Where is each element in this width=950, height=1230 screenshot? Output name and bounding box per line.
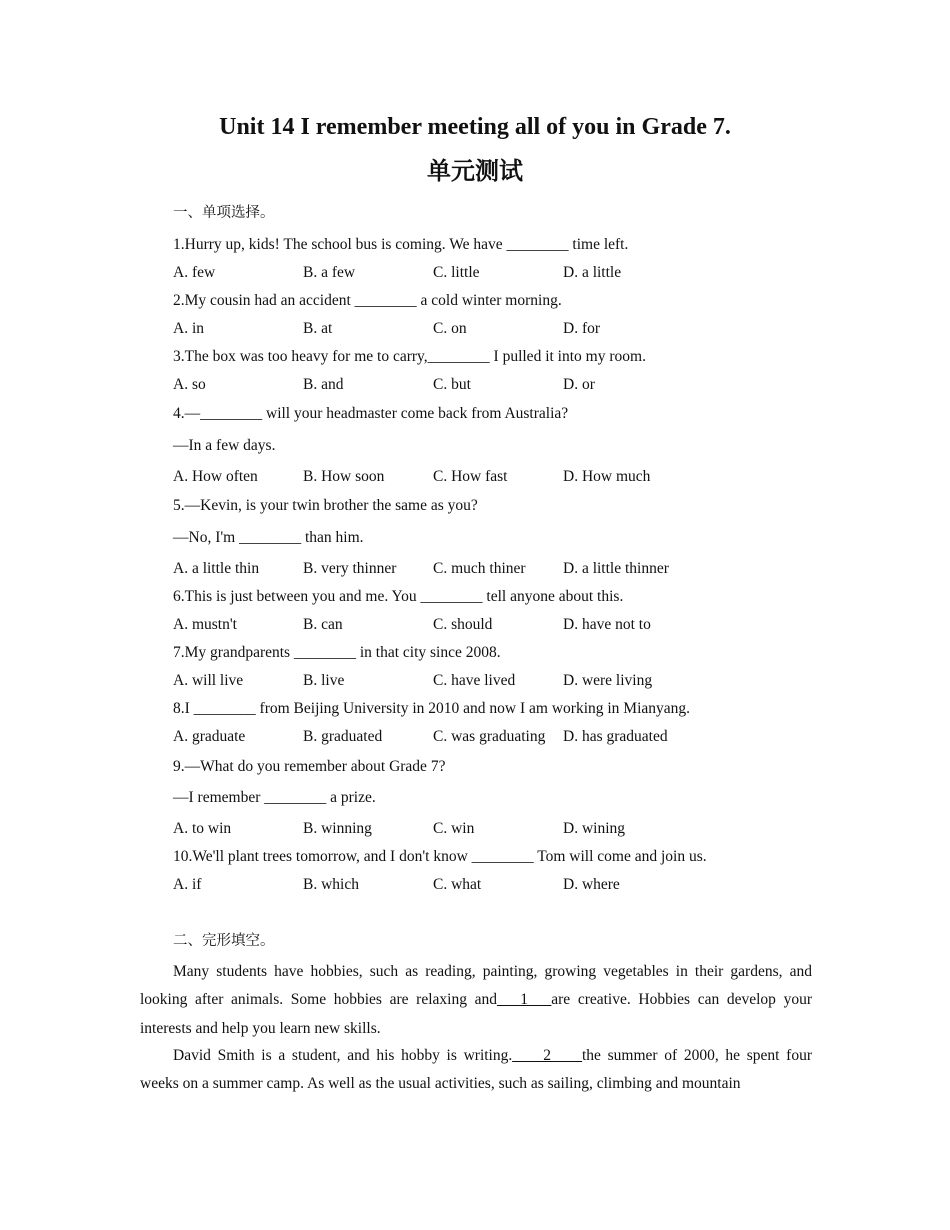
option-b: B. How soon — [303, 468, 385, 485]
question-2-options — [0, 319, 700, 339]
cloze-paragraph-2 — [140, 1028, 812, 1099]
option-d: D. were living — [563, 672, 653, 689]
question-2-stem: 2.My cousin had an accident ________ a cold winter morning. — [173, 292, 562, 309]
option-d: D. a little — [563, 264, 622, 281]
question-3-options — [0, 375, 700, 395]
option-b: B. winning — [303, 820, 372, 837]
page-title: Unit 14 I remember meeting all of you in Grade 7. — [219, 114, 731, 140]
option-d: D. wining — [563, 820, 625, 837]
option-b: B. live — [303, 672, 345, 689]
option-a: A. a little thin — [173, 560, 260, 577]
question-9-reply: —I remember ________ a prize. — [173, 789, 376, 806]
option-a: A. to win — [173, 820, 232, 837]
question-6-stem: 6.This is just between you and me. You ________ tell anyone about this. — [173, 588, 624, 605]
paragraph-text: Many students have hobbies, such as reading, painting, growing vegetables in their gardens, and looking after animals. Some hobbies are relaxing and — [140, 963, 812, 1009]
option-c: C. what — [433, 876, 482, 893]
question-4-reply: —In a few days. — [173, 437, 276, 454]
option-c: C. on — [433, 320, 467, 337]
question-8-options — [0, 727, 700, 747]
option-c: C. but — [433, 376, 471, 393]
section2-heading: 二、完形填空。 — [173, 933, 275, 949]
question-1-stem: 1.Hurry up, kids! The school bus is coming. We have ________ time left. — [173, 236, 629, 253]
option-d: D. for — [563, 320, 601, 337]
question-10-options — [0, 875, 700, 895]
option-b: B. at — [303, 320, 333, 337]
option-a: A. if — [173, 876, 202, 893]
option-a: A. few — [173, 264, 216, 281]
option-c: C. was graduating — [433, 728, 546, 745]
option-b: B. can — [303, 616, 343, 633]
option-a: A. so — [173, 376, 206, 393]
cloze-blank-1: ___1___ — [497, 991, 552, 1009]
option-b: B. and — [303, 376, 344, 393]
option-c: C. win — [433, 820, 475, 837]
paragraph-text: are creative. Hobbies can develop your interests and help you learn new skills. — [140, 991, 812, 1037]
option-a: A. graduate — [173, 728, 246, 745]
option-d: D. have not to — [563, 616, 651, 633]
cloze-blank-2: ____2____ — [512, 1047, 582, 1064]
question-9-options — [0, 819, 700, 839]
page-subtitle: 单元测试 — [427, 157, 523, 185]
option-d: D. or — [563, 376, 595, 393]
option-b: B. which — [303, 876, 359, 893]
option-c: C. should — [433, 616, 493, 633]
option-d: D. a little thinner — [563, 560, 669, 577]
question-5-stem: 5.—Kevin, is your twin brother the same as you? — [173, 497, 478, 514]
question-4-stem: 4.—________ will your headmaster come back from Australia? — [173, 405, 569, 422]
option-b: B. very thinner — [303, 560, 397, 577]
question-5-reply: —No, I'm ________ than him. — [173, 529, 364, 546]
option-c: C. little — [433, 264, 480, 281]
option-a: A. in — [173, 320, 204, 337]
option-c: C. How fast — [433, 468, 508, 485]
option-d: D. where — [563, 876, 620, 893]
option-d: D. How much — [563, 468, 651, 485]
question-1-options — [0, 263, 700, 283]
option-c: C. have lived — [433, 672, 516, 689]
question-9-stem: 9.—What do you remember about Grade 7? — [173, 758, 446, 775]
paragraph-text: David Smith is a student, and his hobby is writing. — [173, 1047, 513, 1064]
option-b: B. a few — [303, 264, 356, 281]
option-b: B. graduated — [303, 728, 383, 745]
question-4-options — [0, 467, 700, 487]
question-8-stem: 8.I ________ from Beijing University in 2010 and now I am working in Mianyang. — [173, 700, 691, 717]
question-7-stem: 7.My grandparents ________ in that city since 2008. — [173, 644, 501, 661]
option-d: D. has graduated — [563, 728, 668, 745]
option-a: A. mustn't — [173, 616, 237, 633]
option-a: A. How often — [173, 468, 258, 485]
question-5-options — [0, 559, 700, 579]
option-a: A. will live — [173, 672, 244, 689]
question-10-stem: 10.We'll plant trees tomorrow, and I don't know ________ Tom will come and join us. — [173, 848, 707, 865]
question-3-stem: 3.The box was too heavy for me to carry,________ I pulled it into my room. — [173, 348, 646, 365]
section1-heading: 一、单项选择。 — [173, 205, 275, 221]
question-6-options — [0, 615, 700, 635]
option-c: C. much thiner — [433, 560, 526, 577]
question-7-options — [0, 671, 700, 691]
paragraph-text: the summer of 2000, he spent four weeks on a summer camp. As well as the usual activities, such as sailing, climbing and mountain — [140, 1047, 812, 1093]
